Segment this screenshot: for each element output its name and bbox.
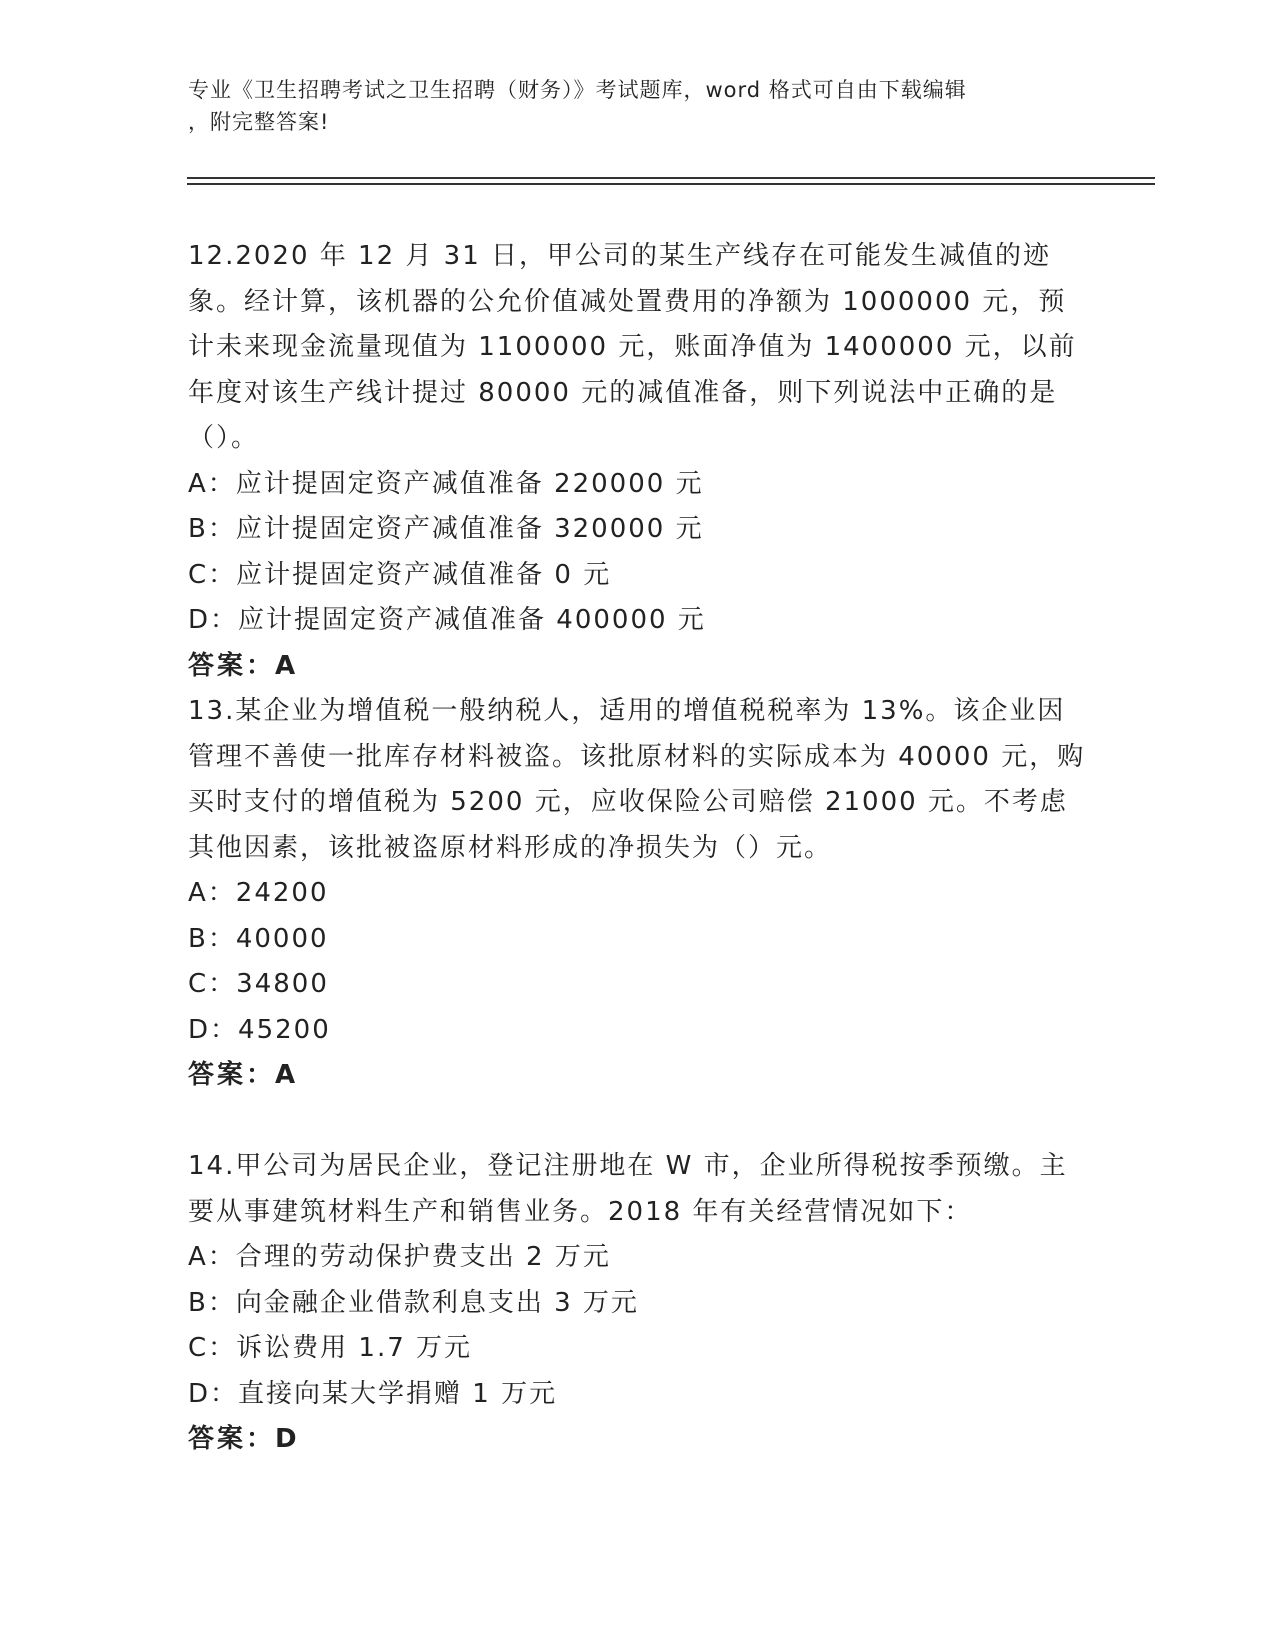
question-stem: 13.某企业为增值税一般纳税人，适用的增值税税率为 13%。该企业因管理不善使一批库存材料被盗。该批原材料的实际成本为 40000 元，购买时支付的增值税为 5200 元，应收保险公司赔偿 21000 元。不考虑其他因素，该批被盗原材料形成的净损失为（）元。 (188, 696, 1086, 863)
header-divider-top (187, 177, 1155, 179)
answer: 答案：A (188, 1060, 299, 1090)
option-b: B：应计提固定资产减值准备 320000 元 (188, 514, 704, 544)
answer: 答案：D (188, 1424, 300, 1454)
option-c: C：诉讼费用 1.7 万元 (188, 1333, 473, 1363)
option-b: B：向金融企业借款利息支出 3 万元 (188, 1287, 639, 1318)
question-14 (188, 1144, 1088, 1463)
option-c: C：34800 (188, 969, 329, 999)
option-d: D：应计提固定资产减值准备 400000 元 (188, 605, 706, 635)
option-a: A：合理的劳动保护费支出 2 万元 (188, 1242, 611, 1272)
question-13 (188, 689, 1088, 1099)
option-a: A：24200 (188, 878, 329, 908)
header-divider-bottom (187, 183, 1155, 185)
question-12 (188, 234, 1088, 689)
header-line-2: ，附完整答案! (188, 110, 330, 134)
question-stem: 14.甲公司为居民企业，登记注册地在 W 市，企业所得税按季预缴。主要从事建筑材料生产和销售业务。2018 年有关经营情况如下： (188, 1151, 1068, 1227)
option-d: D：45200 (188, 1014, 331, 1045)
option-d: D：直接向某大学捐赠 1 万元 (188, 1378, 558, 1409)
answer: 答案：A (188, 650, 299, 681)
header-line-1: 专业《卫生招聘考试之卫生招聘（财务）》考试题库，word 格式可自由下载编辑 (188, 78, 967, 102)
option-a: A：应计提固定资产减值准备 220000 元 (188, 468, 704, 499)
question-stem: 12.2020 年 12 月 31 日，甲公司的某生产线存在可能发生减值的迹象。经计算，该机器的公允价值减处置费用的净额为 1000000 元，预计未来现金流量现值为 1100000 元，账面净值为 1400000 元，以前年度对该生产线计提过 80000 元的减值准备，则下列说法中正确的是（）。 (188, 241, 1077, 453)
document-header (188, 74, 1088, 138)
option-c: C：应计提固定资产减值准备 0 元 (188, 559, 612, 590)
option-b: B：40000 (188, 923, 329, 954)
